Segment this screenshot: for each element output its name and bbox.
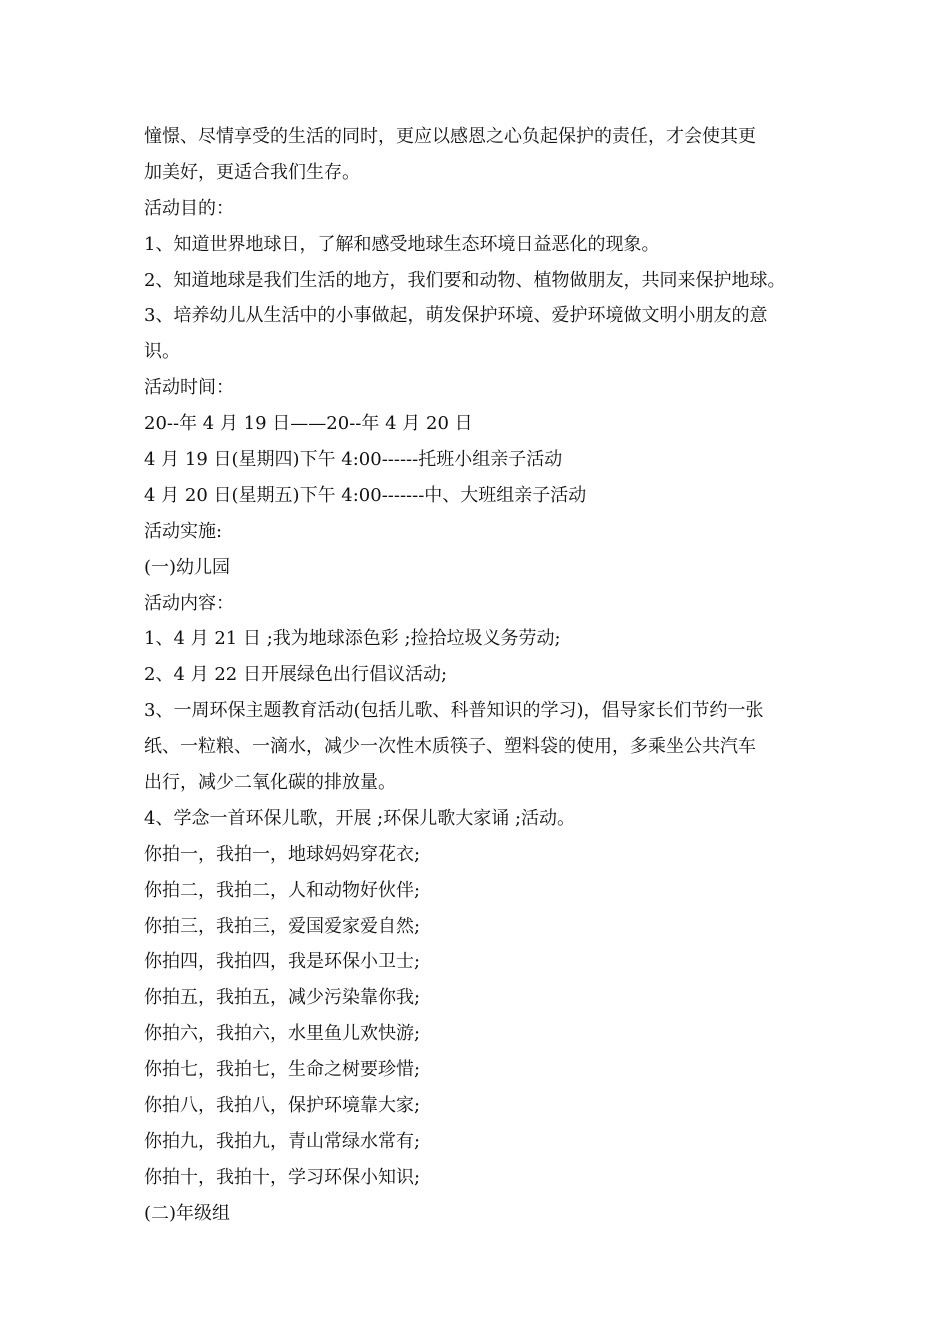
schedule-item: 4 月 19 日(星期四)下午 4:00------托班小组亲子活动 <box>144 449 563 471</box>
paragraph-line: 加美好，更适合我们生存。 <box>144 161 360 183</box>
list-item: 3、一周环保主题教育活动(包括儿歌、科普知识的学习)，倡导家长们节约一张 <box>144 700 764 722</box>
list-item: 1、知道世界地球日，了解和感受地球生态环境日益恶化的现象。 <box>144 233 660 255</box>
subsection-heading: (一)幼儿园 <box>144 556 231 578</box>
list-item: 2、知道地球是我们生活的地方，我们要和动物、植物做朋友，共同来保护地球。 <box>144 269 786 291</box>
section-heading: 活动目的： <box>144 197 234 219</box>
rhyme-line: 你拍八，我拍八，保护环境靠大家; <box>144 1095 421 1117</box>
list-item: 4、学念一首环保儿歌，开展 ;环保儿歌大家诵 ;活动。 <box>144 807 576 829</box>
rhyme-line: 你拍二，我拍二，人和动物好伙伴; <box>144 879 421 901</box>
rhyme-line: 你拍九，我拍九，青山常绿水常有; <box>144 1130 421 1152</box>
list-item-continuation: 纸、一粒粮、一滴水，减少一次性木质筷子、塑料袋的使用，多乘坐公共汽车 <box>144 736 756 758</box>
document-body <box>144 119 820 1232</box>
rhyme-line: 你拍五，我拍五，减少污染靠你我; <box>144 987 421 1009</box>
list-item: 2、4 月 22 日开展绿色出行倡议活动; <box>144 664 448 686</box>
section-heading: 活动实施: <box>144 520 223 542</box>
rhyme-line: 你拍七，我拍七，生命之树要珍惜; <box>144 1059 421 1081</box>
rhyme-line: 你拍三，我拍三，爱国爱家爱自然; <box>144 915 421 937</box>
section-heading: 活动内容： <box>144 592 234 614</box>
schedule-item: 4 月 20 日(星期五)下午 4:00-------中、大班组亲子活动 <box>144 484 587 506</box>
date-range: 20--年 4 月 19 日——20--年 4 月 20 日 <box>144 413 473 435</box>
rhyme-line: 你拍一，我拍一，地球妈妈穿花衣; <box>144 843 421 865</box>
list-item: 1、4 月 21 日 ;我为地球添色彩 ;捡拾垃圾义务劳动; <box>144 628 561 650</box>
section-heading: 活动时间： <box>144 377 234 399</box>
rhyme-line: 你拍六，我拍六，水里鱼儿欢快游; <box>144 1023 421 1045</box>
rhyme-line: 你拍十，我拍十，学习环保小知识; <box>144 1166 421 1188</box>
rhyme-line: 你拍四，我拍四，我是环保小卫士; <box>144 951 421 973</box>
list-item-continuation: 识。 <box>144 341 180 363</box>
list-item: 3、培养幼儿从生活中的小事做起，萌发保护环境、爱护环境做文明小朋友的意 <box>144 305 768 327</box>
subsection-heading: (二)年级组 <box>144 1202 231 1224</box>
paragraph-line: 憧憬、尽情享受的生活的同时，更应以感恩之心负起保护的责任，才会使其更 <box>144 126 756 147</box>
list-item-continuation: 出行，减少二氧化碳的排放量。 <box>144 772 396 794</box>
